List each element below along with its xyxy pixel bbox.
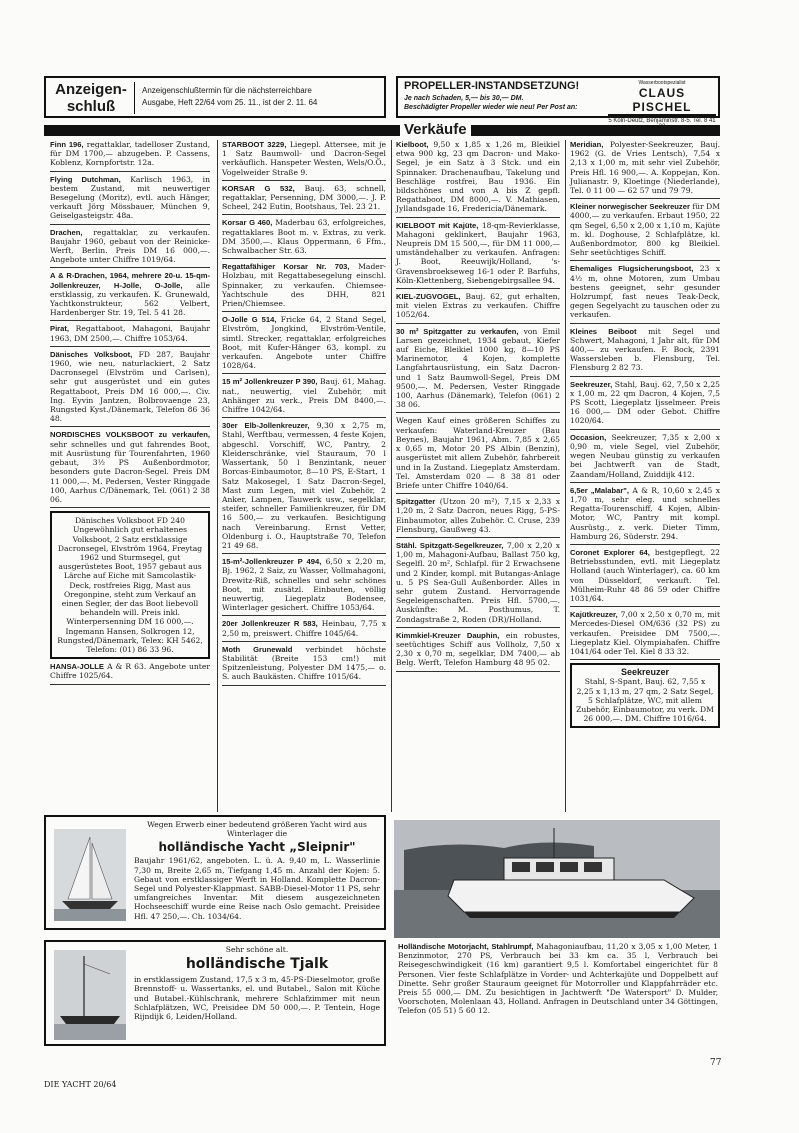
ad-heading: Flying Dutchman, (50, 174, 121, 184)
ad-heading: Kajütkreuzer, (570, 610, 618, 620)
classified-column-3 (396, 140, 560, 675)
propeller-price-line: Je nach Schaden, 5,— bis 30,— DM. (404, 95, 524, 102)
ad-heading: HANSA-JOLLE (50, 662, 105, 672)
page-number: 77 (710, 1058, 722, 1068)
classified-ad (222, 645, 386, 686)
classified-column-4 (570, 140, 720, 731)
ad-heading: Stähl. Spitzgatt-Segelkreuzer, (396, 540, 504, 550)
classified-ad (50, 662, 210, 684)
classified-ad (222, 140, 386, 181)
classified-ad (570, 380, 720, 430)
sleipnir-intro: Wegen Erwerb einer bedeutend größeren Yacht wird aus Winterlager die (147, 820, 367, 839)
ad-text: 7,00 x 2,20 x 1,00 m, Mahagoni-Aufbau, Ballast 750 kg, Segelfl. 20 m², Schlafpl. für 2 Erwachsene und 2 Kinder, kompl. mit Butangas-Anlage u. 5 PS Sea-Gull Außenborder. Alles in sehr gutem Zustand. Hervorragende Segeleigenschaften. Preis Hfl. 5700,—. Auskünfte: M. Posthumus, T. Zondagstraße 2, Roden (DR)/Holland. (396, 540, 561, 624)
ad-heading: Coronet Explorer 64, (570, 547, 650, 557)
ad-heading: Seekreuzer, (570, 379, 613, 389)
ad-text: mit Segel und Schwert, Mahagoni, 1 Jahr alt, für DM 400,— zu verkaufen. F. Bock, 2391 Wassersleben b. Flensburg, Tel. Flensburg 2 82 73. (570, 326, 720, 373)
classified-ad (570, 548, 720, 607)
propeller-ad (396, 76, 720, 124)
tjalk-illustration (54, 950, 126, 1040)
classified-ad (50, 228, 210, 269)
ad-heading: Regattafähiger Korsar Nr. 703, (222, 262, 350, 272)
classified-ad (222, 218, 386, 259)
ad-text: A & R, 10,60 x 2,45 x 1,70 m, sehr eleg. und schnelles Regatta-Tourenschiff, 4 Kojen, Albin-Motor, WC, Pantry mit kompl. Ausrüstg., z. verk. Dieter Timm, Hamburg 26, Süderstr. 294. (570, 485, 720, 541)
propeller-post-line: Beschädigter Propeller wieder wie neu! Per Post an: (404, 104, 578, 111)
ad-text: (Utzon 20 m²), 7,15 x 2,33 x 1,20 m, 2 Satz Dacron, neues Rigg, 5-PS-Einbaumotor, alles Zubehör. C. Cruse, 239 Flensburg, Gaußweg 43. (396, 497, 560, 534)
ad-heading: Dänisches Volksboot, (50, 349, 133, 359)
tjalk-title: holländische Tjalk (185, 956, 329, 973)
ad-text: sehr schnelles und gut fahrendes Boot, mit Ausrüstung für Tourenfahrten, 1960 gebaut, 3½ PS Außenbordmotor, besonders gute Dacron-Segel. Preis DM 11 000,—. M. Pedersen, Vester Ringgade 100, Aarhus C/Dänemark, Tel. (061) 2 38 06. (50, 439, 210, 504)
footer-magazine: DIE YACHT 20/64 (44, 1080, 117, 1089)
deadline-box (44, 76, 386, 118)
ad-heading: 20er Jollenkreuzer R 583, (222, 619, 318, 629)
classified-ad (570, 433, 720, 483)
ad-text: Seekreuzer, 7,35 x 2,00 x 0,90 m, viele Segel, viel Zubehör, wegen Neubau günstig zu verkaufen bei Jachtwerft van de Stadt, Zaandam/Holland, Zuiddijk 412. (570, 432, 721, 479)
column-divider (217, 140, 218, 812)
tjalk-text: in erstklassigem Zustand, 17,5 x 3 m, 45-PS-Dieselmotor, große Brennstoff- u. Wassertanks, el. und Butabel., Salon mit Küche und Butabel.-Kühlschrank, mehrere Schlafzimmer mit neun Schlafplätzen, WC, Preisidee DM 50 000,—. P. Tentein, Hoge Rijndijk 6, Leiden/Holland. (134, 975, 380, 1022)
classified-ad (396, 221, 560, 289)
ad-text: Karlisch 1963, in bestem Zustand, mit neuwertiger Besegelung (Moritz), evtl. auch Hänger, verkauft Jörg Mössbauer, München 9, Geiselgasteigstr. 48a. (50, 174, 210, 221)
classified-ad (50, 271, 210, 321)
deadline-note: Anzeigenschlußtermin für die nächsterreichbare Ausgabe, Heft 22/64 vom 25. 11., ist der 2. 11. 64 (142, 86, 318, 107)
classified-ad (396, 631, 560, 672)
classified-ad (50, 430, 210, 508)
ad-text: Bauj. 61, Mahag. nat., neuwertig, viel Zubehör, mit Anhänger zu verk., Preis DM 8400,—. Chiffre 1042/64. (222, 377, 387, 415)
motorjacht-head: Holländische Motorjacht, Stahlrumpf, (398, 942, 534, 951)
classified-ad (396, 497, 560, 538)
classified-ad (396, 292, 560, 324)
ad-heading: Korsar G 460, (222, 218, 273, 228)
classified-ad (570, 202, 720, 261)
ad-heading: Kimmkiel-Kreuzer Dauphin, (396, 630, 500, 640)
ad-text: Polyester-Seekreuzer, Bauj. 1962 (G. de Vries Lentsch), 7,54 x 2,13 x 1,00 m, mit sehr viel Zubehör, Preis Hfl. 16 900,—. A. Koppejan, Kon. Julianastr. 9, Kloetinge (Niederlande), Tel. 0 11 00 — 62 57 und 79 79. (570, 140, 720, 196)
tjalk-photo (54, 950, 126, 1040)
classified-ad (222, 421, 386, 554)
classified-ad (570, 486, 720, 545)
classified-ad (396, 327, 560, 414)
ad-heading: Finn 196, (50, 140, 84, 149)
ad-text: Dänisches Volksboot FD 240 Ungewöhnlich gut erhaltenes Volksboot, 2 Satz erstklassige Dacronsegel, Elvström 1964, Freytag 1962 und Sturmsegel, gut ausgerüstetes Boot, 1957 gebaut aus Lärche auf Eiche mit Samcolastik-Deck, rostfreies Rigg, Mast aus Oregonpine, steht zum Verkauf an einen Segler, der das Boot liebevoll behandeln will. Preis inkl. Winterpersenning DM 16 000,—. Ingemann Hansen, Solkrogen 12, Rungsted/Dänemark, Telex: KH 5462, Telefon: (01) 86 33 96. (57, 516, 203, 654)
tjalk-intro: Sehr schöne alt. (225, 945, 289, 954)
column-divider (391, 140, 392, 812)
ad-text: FD 287, Baujahr 1960, wie neu, naturlackiert, 2 Satz Dacronsegel (Elvström und Carlsen), sehr gut ausgerüstet und ein gutes Regattaboot, Preis DM 16 000,—. Civ. Ing. Eyvin Jantzen, Bolbrovaenge 23, Rungsted Kyst./Dänemark, Telefon 86 36 48. (50, 349, 210, 424)
ad-heading: KIELBOOT mit Kajüte, (396, 220, 479, 230)
ad-heading: STARBOOT 3229, (222, 140, 287, 149)
classified-ad (570, 663, 720, 728)
ad-heading: NORDISCHES VOLKSBOOT zu verkaufen, (50, 430, 210, 440)
ad-heading: Pirat, (50, 324, 69, 334)
classified-ad (222, 557, 386, 616)
ad-text: bestgepflegt, 22 Betriebsstunden, evtl. mit Liegeplatz Holland (auch Winterlager), ca. 60 km von Düsseldorf, verkauft. Tel. Mülheim-Ruhr 48 86 59 oder Chiffre 1031/64. (570, 547, 720, 603)
motorjacht-ad (394, 820, 720, 1050)
ad-text: von Emil Larsen gezeichnet, 1934 gebaut, Kiefer auf Eiche, Bleikiel 1000 kg, 8—10 PS Marinemotor, 4 Kojen, komplette Langfahrtausrüstung, ein Satz Dacron- und 1 Satz Baumwoll-Segel, Preis DM 9500,—. M. Pedersen, Vester Ringgade 100, Aarhus (Dänemark), Telefon (061) 2 38 06. (396, 326, 560, 410)
ad-heading: 30 m² Spitzgatter zu verkaufen, (396, 326, 519, 336)
ad-text: Wegen Kauf eines größeren Schiffes zu verkaufen: Waterland-Kreuzer (Bau Beynes), Baujahr 1961, Abm. 7,85 x 2,65 x 0,65 m, Motor 20 PS Albin (Benzin), ausgerüstet mit allem Zubehör, fahrbereit und in Ia Zustand. Liegeplatz Amsterdam. Tel. Amsterdam 020 — 8 38 81 oder Briefe unter Chiffre 1040/64. (396, 416, 560, 490)
ad-heading: O-Jolle G 514, (222, 315, 277, 325)
ad-heading: Meridian, (570, 140, 604, 149)
ad-heading: Occasion, (570, 432, 607, 442)
ad-text: für DM 4000,— zu verkaufen. Erbaut 1950, 22 qm Segel, 6,50 x 2,00 x 1,10 m, Kajüte m. kl. Doghouse, 2 Schlafplätze, kl. Außenbordmotor, 800 kg Bleikiel. Sehr seetüchtiges Schiff. (570, 202, 720, 258)
propeller-headline: PROPELLER-INSTANDSETZUNG! (404, 80, 580, 92)
ad-heading: Drachen, (50, 227, 83, 237)
classified-ad (222, 377, 386, 418)
ad-heading: Kleines Beiboot (570, 326, 637, 336)
ad-heading: A & R-Drachen, 1964, mehrere 20-u. 15-qm-Jollenkreuzer, H-Jolle, O-Jolle, (50, 271, 210, 290)
classified-ad (50, 324, 210, 346)
sleipnir-ad (44, 815, 386, 930)
deadline-title: Anzeigen- schluß (55, 81, 127, 115)
classified-ad (50, 511, 210, 659)
ad-text: Bauj. 63, schnell, regattaklar, Persenning, DM 3000,—. J. P. Scheel, 242 Eutin, Bootshaus, Tel. 23 21. (222, 183, 386, 212)
ad-text: Maderbau 63, erfolgreiches, regattaklares Boot m. v. Extras, zu verk. DM 3500,—. Klaus Oppermann, 6 Ffm., Schwalbacher Str. 63. (222, 218, 386, 256)
classified-ad (50, 350, 210, 428)
ad-text: 7,00 x 2,50 x 0,70 m, mit Mercedes-Diesel OM/636 (32 PS) zu verkaufen. Preisidee DM 7500,—. Liegeplatz Kiel. Olympiahafen. Chiffre 1041/64 oder Tel. Kiel 8 33 32. (570, 610, 720, 656)
ad-text: Stahl, S-Spant, Bauj. 62, 7,55 x 2,25 x 1,13 m, 27 qm, 2 Satz Segel, 5 Schlafplätze, WC, mit allem Zubehör, Einbaumotor, zu verk. DM 26 000,—. DM. Chiffre 1016/64. (576, 677, 714, 724)
ad-text: Fricke 64, 2 Stand Segel, Elvström, Jongkind, Elvström-Ventile, simtl. Strecker, regattaklar, erfolgreiches Boot, mit Kufer-Hänger 63, kompl. zu verkaufen. Angebote unter Chiffre 1028/64. (222, 315, 386, 371)
classified-ad (222, 315, 386, 374)
classified-ad (570, 140, 720, 199)
section-title: Verkäufe (400, 121, 471, 139)
classified-ad (570, 610, 720, 660)
classified-ad (50, 175, 210, 225)
divider (134, 82, 135, 114)
ad-text: 18-qm-Revierklasse, Mahagoni geklinkert, Baujahr 1963, Neupreis DM 15 500,—, für DM 11 000,— umständehalber zu verkaufen. Anfragen: J. Boot, Reeuwijk/Holland, 's-Gravensbroekseweg 16-1 oder P. Barfuhs, Köln-Klettenberg, Siebengebirgsallee 94. (396, 220, 560, 285)
ad-text: regattaklar, zu verkaufen. Baujahr 1960, gebaut von der Reinicke-Werft, Berlin. Preis DM 16 000,—. Angebote unter Chiffre 1019/64. (50, 227, 210, 265)
ad-text: Liegepl. Attersee, mit je 1 Satz Baumwoll- und Dacron-Segel verkäuflich. Hanspeter Westen, Wels/O.Ö., Vogelweider Straße 9. (222, 140, 387, 177)
column-divider (565, 140, 566, 812)
section-rule (44, 125, 720, 136)
motorjacht-body: Mahagoniaufbau, 11,20 x 3,05 x 1,00 Meter, 1 Benzinmotor, 270 PS, Verbrauch bei 33 km ca. 35 l, Verbrauch bei Reisegeschwindigkeit (16 km) garantiert 9,5 l. Komfortabel eingerichtet für 8 Personen. Vier feste Schlafplätze in Vorder- und Achterkajüte und Doppelbett auf Dinette. Sehr großer Stauraum geeignet für Motorroller und Klappfahrräder etc. Preis 55 000,— DM. Zu besichtigen in Jachtwerft "De Watersport" D. Mulder, Voorschoten, Molenlaan 43, Holland. Anfragen in Deutschland unter 34 Göttingen, Telefon (05 51) 5 60 12. (398, 942, 718, 1016)
ad-text: Stahl, Bauj. 62, 7,50 x 2,25 x 1,00 m, 22 qm Dacron, 4 Kojen, 7,5 PS Scott, Liegeplatz Ijsselmeer. Preis 16 000,— DM oder Gebot. Chiffre 1020/64. (570, 379, 720, 426)
classified-ad (396, 416, 560, 494)
ad-heading: 15-m²-Jollenkreuzer P 494, (222, 557, 322, 567)
sailboat-photo (54, 829, 126, 921)
ad-heading: Kleiner norwegischer Seekreuzer (570, 202, 690, 212)
ad-text: alle erstklassig, zu verkaufen. K. Grunewald, Yachtkonstrukteur, 562 Velbert, Hardenberger Str. 19, Tel. 5 41 28. (50, 280, 210, 318)
ad-heading: Moth Grunewald (222, 644, 293, 654)
classified-ad (50, 140, 210, 172)
sleipnir-title: holländische Yacht „Sleipnir" (158, 840, 356, 855)
ad-text: verbindet höchste Stabilität (Breite 153 cm!) mit Spitzenleistung, Polyester DM 1475,— o. S. auch Baukästen. Chiffre 1015/64. (222, 644, 386, 682)
ad-heading: Ehemaliges Flugsicherungsboot, (570, 264, 694, 274)
propeller-company: Wasserbootspezialist CLAUS PISCHEL 5 Köln-Deutz, Benjaminstr. 8-5. Tel. 8 41 (608, 80, 716, 124)
classified-ad (570, 264, 720, 323)
sailboat-illustration (54, 829, 126, 921)
classified-ad (222, 619, 386, 641)
ad-heading: KIEL-ZUGVOGEL, (396, 292, 461, 302)
ad-text: 9,50 x 1,85 x 1,26 m, Bleikiel etwa 900 kg, 23 qm Dacron- und Mako-Segel, je ein Satz à 3 Stck. und ein Spinnaker. Drachenaufbau, Takelung und Beschläge rostfrei, Bau 1936. Ein bildschönes und von A bis Z gepfl. Regattaboot, DM 8000,—. V. Mathiasen, Jyllandsgade 16, Fredericia/Dänemark. (396, 140, 560, 214)
classified-ad (222, 262, 386, 312)
classified-ad (222, 184, 386, 216)
motor-yacht-photo (394, 820, 720, 938)
classified-column-1 (50, 140, 210, 688)
ad-heading: 15 m² Jollenkreuzer P 390, (222, 377, 318, 387)
ad-heading: Kielboot, (396, 140, 429, 149)
tjalk-ad (44, 940, 386, 1046)
ad-text: Mader-Holzbau, mit Regattabesegelung einschl. Spinnaker, zu verkaufen. Chiemsee-Yachtschule des DHH, 821 Prien/Chiemsee. (222, 262, 386, 309)
ad-text: Heinbau, 7,75 x 2,50 m, preiswert. Chiffre 1045/64. (222, 619, 386, 638)
ad-text: A & R 63. Angebote unter Chiffre 1025/64. (50, 662, 210, 681)
classified-column-2 (222, 140, 386, 689)
ad-heading: 30er Elb-Jollenkreuzer, (222, 421, 310, 431)
ad-heading: KORSAR G 532, (222, 183, 295, 193)
classified-ad (396, 140, 560, 218)
ad-heading: 6,5er „Malabar", (570, 485, 629, 495)
motor-yacht-illustration (394, 820, 720, 938)
classified-ad (396, 541, 560, 628)
ad-text: regattaklar, tadelloser Zustand, für DM 1700,— abzugeben. P. Cassens, Koblenz, Kornpfortstr. 12a. (50, 140, 210, 168)
ad-text: Bauj. 62, gut erhalten, mit vielen Extras zu verkaufen. Chiffre 1052/64. (396, 292, 560, 320)
ad-text: ein robustes, seetüchtiges Schiff aus Vollholz, 7,50 x 2,30 x 0,70 m, segelklar, DM 7400,— ab Belg. Werft, Telefon Hamburg 48 95 02. (396, 630, 560, 668)
motorjacht-text (398, 942, 718, 1016)
classified-ad (570, 327, 720, 377)
ad-text: Regattaboot, Mahagoni, Baujahr 1963, DM 2500,—. Chiffre 1053/64. (50, 324, 210, 343)
ad-text: 23 x 4½ m, ohne Motoren, zum Umbau bestens geeignet, sehr gesunder Holzrumpf, fast neues Teak-Deck, gegen Segelyacht zu tauschen oder zu verkaufen. (570, 264, 720, 320)
ad-heading: Spitzgatter (396, 497, 436, 507)
ad-heading: Seekreuzer (620, 667, 670, 678)
company-logo: CLAUS PISCHEL (608, 86, 716, 116)
sleipnir-text: Baujahr 1961/62, angeboten. L. ü. A. 9,40 m, L. Wasserlinie 7,30 m, Breite 2,65 m, Tiefgang 1,45 m. Anzahl der Kojen: 5. Gebaut von erstklassiger Werft in Holland. Komplette Dacron-Segel und Polyester-Klappmast. SABB-Diesel-Motor 11 PS, sehr umfangreiches Inventar. Mit diesem ausgezeichneten Hochseeschiff wurde eine Reise nach Oslo gemacht. Preisidee Hfl. 47 250,—. Ch. 1034/64. (134, 856, 380, 921)
ad-text: 9,30 x 2,75 m, Stahl, Werftbau, vermessen, 4 feste Kojen, abgeschl. Vorschiff, WC, Pantry, 2 Kleiderschränke, viel Stauraum, 70 l Wassertank, 50 l Benzintank, neuer Borcas-Einbaumotor, 8—10 PS, E-Start, 1 Satz Makosegel, 1 Satz Dacron-Segel, Mast zum Legen, mit viel Zubehör, 2 Anker, Lampen, Tauwerk usw., segelklar, steifer, schneller Familienkreuzer, für DM 16 500,— zu verkaufen. Besichtigung nach Vereinbarung. Ernst Vetter, Oldenburg i. O., Hauptstraße 70, Telefon 21 49 68. (222, 421, 386, 550)
ad-text: 6,50 x 2,20 m, Bj. 1962, 2 Saiz, zu Wasser, Vollmahagoni, Drewitz-Riß, schnelles und sehr schönes Boot, mit zusätzl. Einbauten, völlig neuwertig, Liegeplatz Bodensee, Winterlager gesichert. Chiffre 1053/64. (222, 557, 387, 613)
